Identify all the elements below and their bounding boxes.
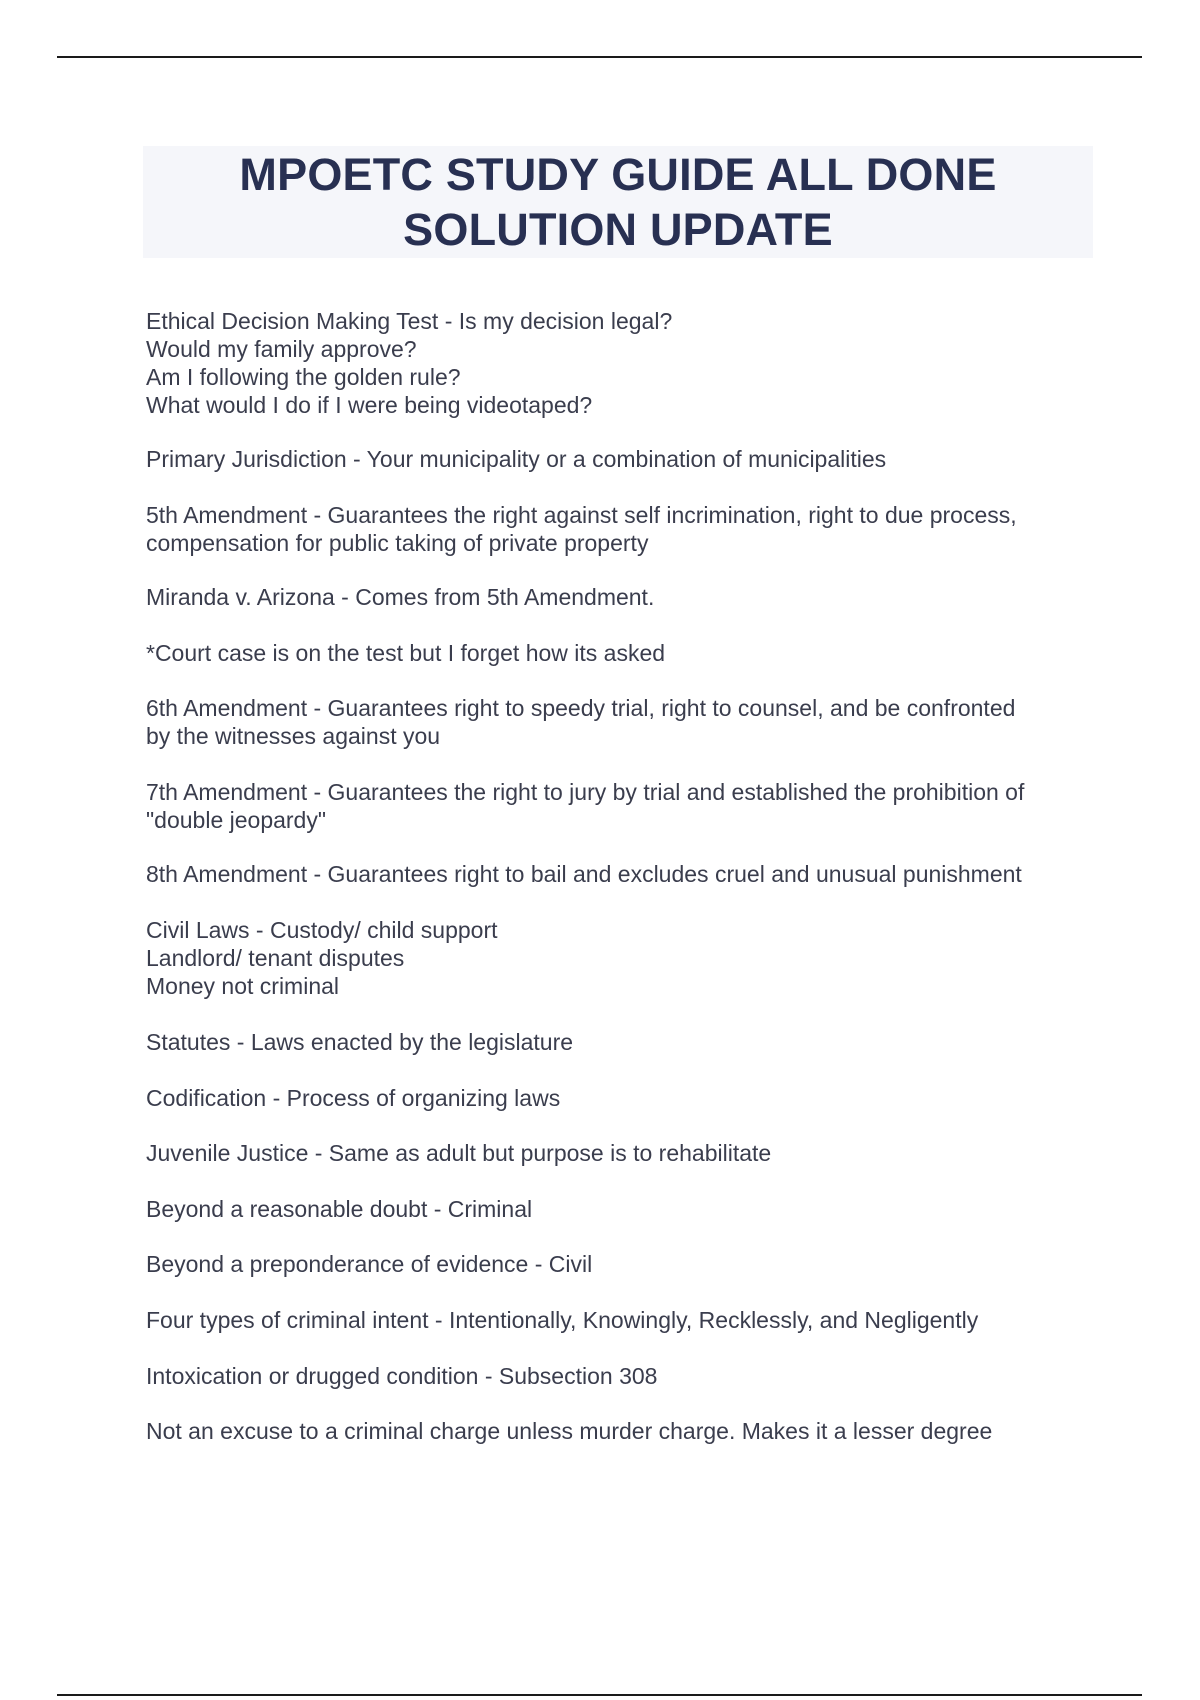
entry-line: Codification - Process of organizing laws: [146, 1085, 561, 1111]
entry-line: 8th Amendment - Guarantees right to bail and excludes cruel and unusual punishment: [146, 861, 1022, 887]
entry-line: 5th Amendment - Guarantees the right against self incrimination, right to due process,: [146, 502, 1017, 528]
entry-ethical-decision-making: [146, 307, 1106, 419]
entry-line: Not an excuse to a criminal charge unless murder charge. Makes it a lesser degree: [146, 1418, 993, 1444]
entry-civil-laws: [146, 916, 1106, 1000]
study-guide-content: [146, 307, 1106, 1445]
entry-line: Civil Laws - Custody/ child support: [146, 917, 498, 943]
entry-line: Miranda v. Arizona - Comes from 5th Amendment.: [146, 584, 655, 610]
entry-line: Ethical Decision Making Test - Is my decision legal?: [146, 308, 673, 334]
entry-reasonable-doubt: [146, 1195, 1106, 1223]
entry-line: What would I do if I were being videotaped?: [146, 392, 593, 418]
entry-line: Primary Jurisdiction - Your municipality or a combination of municipalities: [146, 446, 887, 472]
entry-statutes: [146, 1028, 1106, 1056]
entry-line: Am I following the golden rule?: [146, 364, 461, 390]
entry-line: Four types of criminal intent - Intentionally, Knowingly, Recklessly, and Negligently: [146, 1307, 979, 1333]
entry-criminal-intent: [146, 1306, 1106, 1334]
entry-preponderance: [146, 1250, 1106, 1278]
entry-line: *Court case is on the test but I forget how its asked: [146, 640, 666, 666]
entry-codification: [146, 1084, 1106, 1112]
entry-court-case-note: [146, 639, 1106, 667]
entry-line: Beyond a preponderance of evidence - Civil: [146, 1251, 593, 1277]
entry-line: Statutes - Laws enacted by the legislature: [146, 1029, 574, 1055]
entry-line: 6th Amendment - Guarantees right to speedy trial, right to counsel, and be confronted: [146, 695, 1016, 721]
entry-line: by the witnesses against you: [146, 723, 441, 749]
top-divider: [57, 56, 1142, 58]
entry-juvenile-justice: [146, 1139, 1106, 1167]
entry-5th-amendment: [146, 501, 1106, 557]
entry-line: Intoxication or drugged condition - Subsection 308: [146, 1363, 658, 1389]
entry-line: compensation for public taking of private property: [146, 530, 649, 556]
entry-line: Juvenile Justice - Same as adult but purpose is to rehabilitate: [146, 1140, 772, 1166]
entry-line: Would my family approve?: [146, 336, 417, 362]
entry-miranda: [146, 583, 1106, 611]
document-title-line-2: SOLUTION UPDATE: [403, 204, 833, 255]
entry-intoxication: [146, 1362, 1106, 1390]
entry-primary-jurisdiction: [146, 445, 1106, 473]
entry-line: 7th Amendment - Guarantees the right to jury by trial and established the prohibition of: [146, 779, 1025, 805]
entry-line: Beyond a reasonable doubt - Criminal: [146, 1196, 533, 1222]
title-block: [143, 146, 1093, 258]
entry-7th-amendment: [146, 778, 1106, 834]
entry-6th-amendment: [146, 694, 1106, 750]
bottom-divider: [57, 1694, 1142, 1696]
entry-not-an-excuse: [146, 1417, 1106, 1445]
document-title-line-1: MPOETC STUDY GUIDE ALL DONE: [239, 149, 997, 200]
entry-8th-amendment: [146, 860, 1106, 888]
entry-line: "double jeopardy": [146, 807, 327, 833]
entry-line: Money not criminal: [146, 973, 340, 999]
entry-line: Landlord/ tenant disputes: [146, 945, 405, 971]
